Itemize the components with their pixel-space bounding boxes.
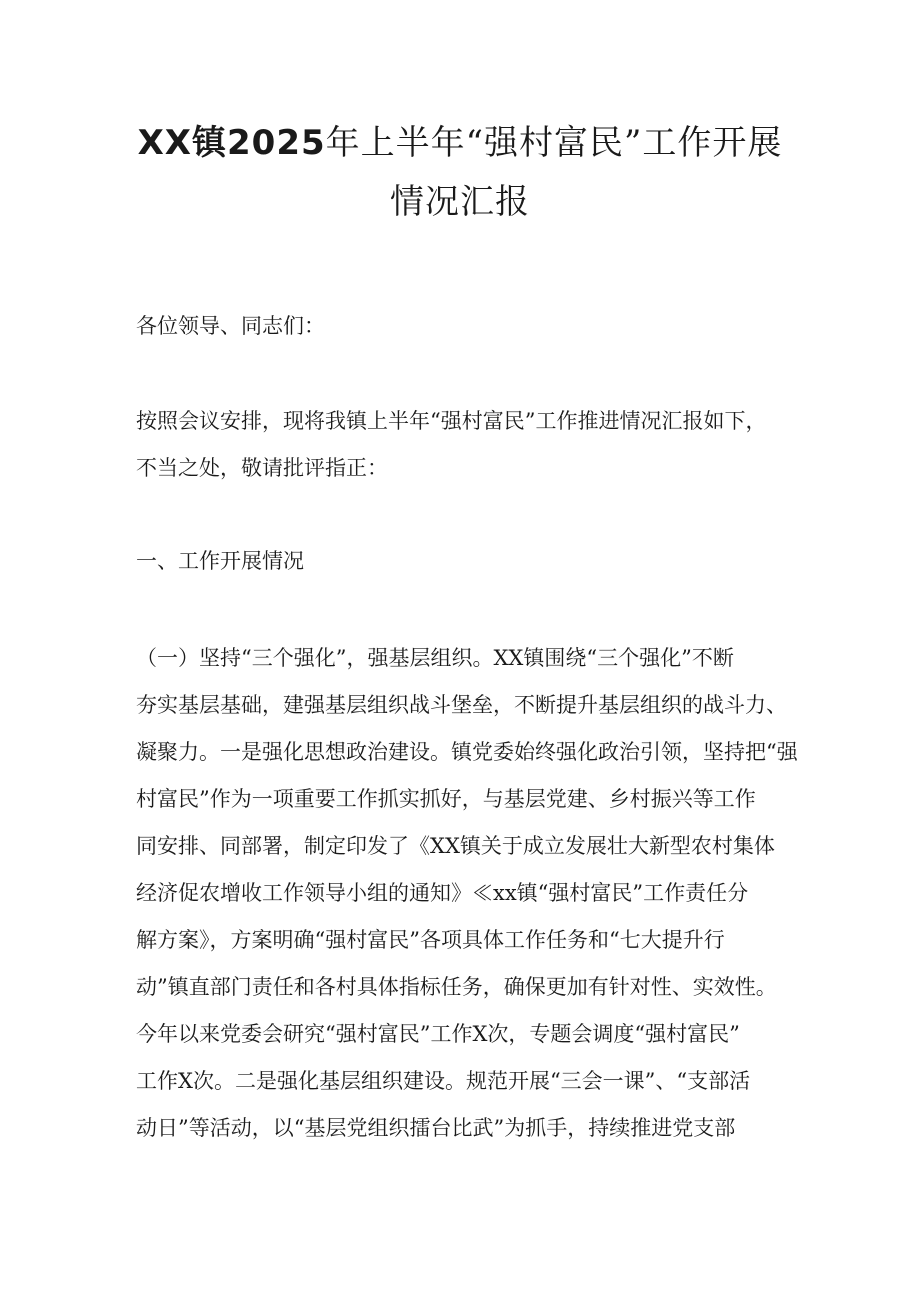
section-heading: 一、工作开展情况 [136, 549, 304, 573]
body-line: 同安排、同部署，制定印发了《XX镇关于成立发展壮大新型农村集体 [136, 834, 775, 858]
intro-line: 按照会议安排，现将我镇上半年“强村富民”工作推进情况汇报如下， [136, 409, 767, 433]
body-line: 夯实基层基础，建强基层组织战斗堡垒，不断提升基层组织的战斗力、 [136, 693, 787, 717]
title-rest: 年上半年“强村富民”工作开展 [325, 123, 783, 163]
body-line: 凝聚力。一是强化思想政治建设。镇党委始终强化政治引领，坚持把“强 [136, 740, 798, 764]
body-line: 经济促农增收工作领导小组的通知》≪xx镇“强村富民”工作责任分 [136, 881, 749, 905]
body-line: 工作X次。二是强化基层组织建设。规范开展“三会一课”、“支部活 [136, 1069, 751, 1093]
body-line: （一）坚持“三个强化”，强基层组织。XX镇围绕“三个强化”不断 [136, 646, 734, 670]
salutation: 各位领导、同志们： [136, 314, 325, 338]
body-paragraph [136, 635, 796, 1152]
intro-paragraph [136, 398, 796, 492]
intro-line: 不当之处，敬请批评指正： [136, 456, 388, 480]
body-line: 今年以来党委会研究“强村富民”工作X次，专题会调度“强村富民” [136, 1022, 740, 1046]
body-line: 动日”等活动，以“基层党组织擂台比武”为抓手，持续推进党支部 [136, 1116, 736, 1140]
body-line: 村富民”作为一项重要工作抓实抓好，与基层党建、乡村振兴等工作 [136, 787, 756, 811]
document-title-line-1 [100, 123, 820, 163]
title-prefix: XX镇2025 [137, 123, 326, 163]
document-title-line-2: 情况汇报 [390, 182, 530, 222]
body-line: 解方案》，方案明确“强村富民”各项具体工作任务和“七大提升行 [136, 928, 725, 952]
body-line: 动”镇直部门责任和各村具体指标任务，确保更加有针对性、实效性。 [136, 975, 777, 999]
